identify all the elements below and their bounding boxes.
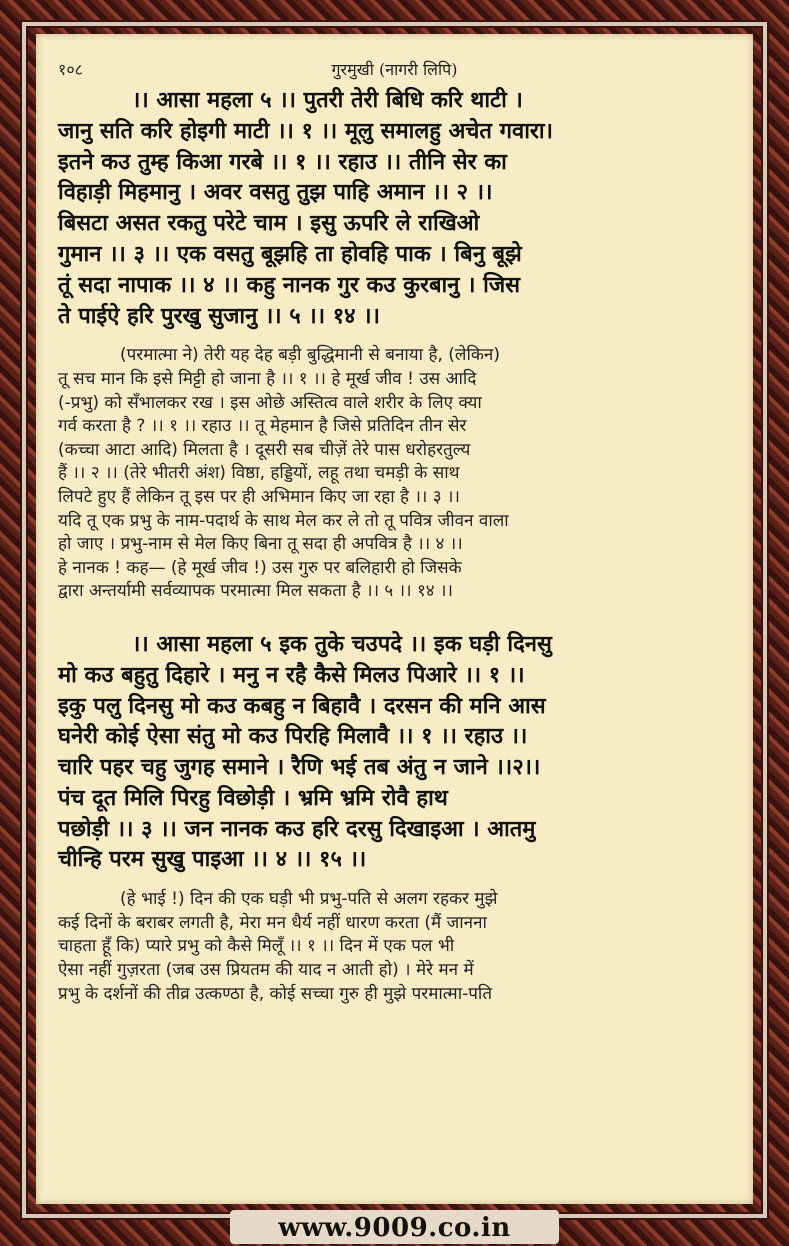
verse-line: बिसटा असत रकतु परेटे चाम । इसु ऊपरि ले राखिओ xyxy=(58,211,480,237)
explanation-line: लिपटे हुए हैं लेकिन तू इस पर ही अभिमान किए जा रहा है ।। ३ ।। xyxy=(58,486,460,507)
explanation-line: कई दिनों के बराबर लगती है, मेरा मन धैर्य नहीं धारण करता (मैं जानना xyxy=(58,912,487,933)
verse-line: पंच दूत मिलि पिरहु विछोड़ी । भ्रमि भ्रमि रोवै हाथ xyxy=(58,785,448,811)
explanation-line: ऐसा नहीं गुज़रता (जब उस प्रियतम की याद न आती हो) । मेरे मन में xyxy=(58,960,474,981)
explanation-line: हैं ।। २ ।। (तेरे भीतरी अंश) विष्ठा, हड्डियों, लहू तथा चमड़ी के साथ xyxy=(58,463,460,484)
explanation-line: (परमात्मा ने) तेरी यह देह बड़ी बुद्धिमानी से बनाया है, (लेकिन) xyxy=(120,345,500,366)
verse-line: इतने कउ तुम्ह किआ गरबे ।। १ ।। रहाउ ।। तीनि सेर का xyxy=(58,149,507,175)
explanation-line: हे नानक ! कह— (हे मूर्ख जीव !) उस गुरु पर बलिहारी हो जिसके xyxy=(58,557,462,578)
verse-line: मो कउ बहुतु दिहारे । मनु न रहै कैसे मिलउ पिआरे ।। १ ।। xyxy=(58,662,525,688)
verse-line: चारि पहर चहु जुगह समाने । रैणि भई तब अंतु न जाने ।।२।। xyxy=(58,755,541,781)
page-number: १०८ xyxy=(58,60,83,79)
verse-line: जानु सति करि होइगी माटी ।। १ ।। मूलु समालहु अचेत गवारा। xyxy=(58,118,553,144)
explanation-line: (-प्रभु) को सँभालकर रख । इस ओछे अस्तित्व वाले शरीर के लिए क्या xyxy=(58,392,482,413)
verse-block-1 xyxy=(58,86,731,332)
explanation-line: (कच्चा आटा आदि) मिलता है । दूसरी सब चीज़ें तेरे पास धरोहरतुल्य xyxy=(58,439,471,460)
page-title: गुरमुखी (नागरी लिपि) xyxy=(331,60,458,79)
verse-line: गुमान ।। ३ ।। एक वसतु बूझहि ता होवहि पाक । बिनु बूझे xyxy=(58,241,522,267)
explanation-line: तू सच मान कि इसे मिट्टी हो जाना है ।। १ ।। हे मूर्ख जीव ! उस आदि xyxy=(58,368,477,389)
page-header xyxy=(58,56,731,86)
verse-block-2 xyxy=(58,630,731,876)
verse-line: ।। आसा महला ५ इक तुके चउपदे ।। इक घड़ी दिनसु xyxy=(132,631,552,657)
verse-line: चीन्हि परम सुखु पाइआ ।। ४ ।। १५ ।। xyxy=(58,847,367,873)
explanation-line: द्वारा अन्तर्यामी सर्वव्यापक परमात्मा मिल सकता है ।। ५ ।। १४ ।। xyxy=(58,581,453,602)
explanation-line: प्रभु के दर्शनों की तीव्र उत्कण्ठा है, कोई सच्चा गुरु ही मुझे परमात्मा-पति xyxy=(58,983,493,1004)
explanation-line: यदि तू एक प्रभु के नाम-पदार्थ के साथ मेल कर ले तो तू पवित्र जीवन वाला xyxy=(58,510,509,531)
verse-line: विहाड़ी मिहमानु । अवर वसतु तुझ पाहि अमान ।। २ ।। xyxy=(58,180,493,206)
verse-line: इकु पलु दिनसु मो कउ कबहु न बिहावै । दरसन की मनि आस xyxy=(58,693,546,719)
verse-line: घनेरी कोई ऐसा संतु मो कउ पिरहि मिलावै ।। १ ।। रहाउ ।। xyxy=(58,724,528,750)
verse-line: तूं सदा नापाक ।। ४ ।। कहु नानक गुर कउ कुरबानु । जिस xyxy=(58,272,521,298)
explanation-line: हो जाए । प्रभु-नाम से मेल किए बिना तू सदा ही अपवित्र है ।। ४ ।। xyxy=(58,534,463,555)
website-url[interactable]: www.9009.co.in xyxy=(278,1213,511,1243)
verse-line: ते पाईऐ हरि पुरखु सुजानु ।। ५ ।। १४ ।। xyxy=(58,303,380,329)
verse-line: ।। आसा महला ५ ।। पुतरी तेरी बिधि करि थाटी । xyxy=(132,88,523,113)
explanation-line: (हे भाई !) दिन की एक घड़ी भी प्रभु-पति से अलग रहकर मुझे xyxy=(120,889,498,910)
explanation-block-2 xyxy=(58,888,731,1006)
book-page xyxy=(36,34,753,1204)
explanation-block-1 xyxy=(58,344,731,604)
verse-line: पछोड़ी ।। ३ ।। जन नानक कउ हरि दरसु दिखाइआ । आतमु xyxy=(58,816,536,842)
explanation-line: गर्व करता है ? ।। १ ।। रहाउ ।। तू मेहमान है जिसे प्रतिदिन तीन सेर xyxy=(58,416,467,437)
explanation-line: चाहता हूँ कि) प्यारे प्रभु को कैसे मिलूँ ।। १ ।। दिन में एक पल भी xyxy=(58,936,455,957)
